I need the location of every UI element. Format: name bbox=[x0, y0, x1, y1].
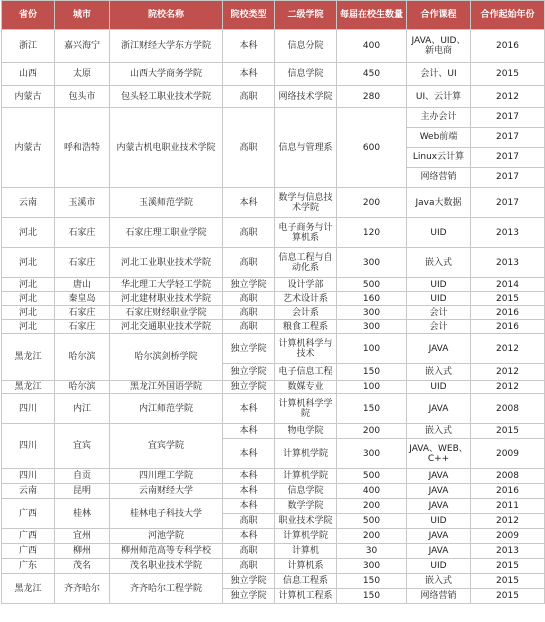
school-cell: 华北理工大学轻工学院 bbox=[110, 278, 223, 292]
city-cell: 内江 bbox=[55, 394, 110, 424]
courses-cell: 嵌入式 bbox=[407, 364, 471, 381]
city-cell: 茂名 bbox=[55, 559, 110, 574]
students-cell: 100 bbox=[337, 334, 407, 364]
school-type-cell: 本科 bbox=[223, 30, 275, 63]
header-school-type: 院校类型 bbox=[223, 1, 275, 30]
city-cell: 嘉兴海宁 bbox=[55, 30, 110, 63]
college-cell: 信息学院 bbox=[275, 63, 337, 86]
courses-cell: 嵌入式 bbox=[407, 248, 471, 278]
school-cell: 柳州师范高等专科学校 bbox=[110, 544, 223, 559]
college-cell: 职业技术学院 bbox=[275, 514, 337, 529]
courses-cell: JAVA bbox=[407, 544, 471, 559]
table-row bbox=[2, 424, 545, 439]
students-cell: 600 bbox=[337, 108, 407, 188]
table-row bbox=[2, 306, 545, 320]
start-year-cell: 2016 bbox=[471, 484, 545, 499]
table-row bbox=[2, 108, 545, 188]
school-type-cell: 高职 bbox=[223, 320, 275, 334]
start-year-cell: 2016 bbox=[471, 30, 545, 63]
province-cell: 广西 bbox=[2, 529, 55, 544]
course-item: 网络营销 bbox=[407, 167, 470, 187]
city-cell: 太原 bbox=[55, 63, 110, 86]
school-type-cell: 本科 bbox=[223, 63, 275, 86]
students-cell: 200 bbox=[337, 188, 407, 218]
courses-cell: 嵌入式 bbox=[407, 574, 471, 589]
school-type-cell: 本科 bbox=[223, 394, 275, 424]
city-cell: 柳州 bbox=[55, 544, 110, 559]
table-row bbox=[2, 188, 545, 218]
table-row bbox=[2, 218, 545, 248]
college-cell: 信息工程与自动化系 bbox=[275, 248, 337, 278]
students-cell: 150 bbox=[337, 364, 407, 381]
students-cell: 500 bbox=[337, 278, 407, 292]
courses-cell: UI、云计算 bbox=[407, 86, 471, 108]
students-cell: 200 bbox=[337, 529, 407, 544]
courses-cell: 会计 bbox=[407, 306, 471, 320]
province-cell: 云南 bbox=[2, 188, 55, 218]
college-cell: 计算机学院 bbox=[275, 439, 337, 469]
courses-cell: UID bbox=[407, 218, 471, 248]
college-cell: 电子商务与计算机系 bbox=[275, 218, 337, 248]
province-cell: 广西 bbox=[2, 544, 55, 559]
courses-cell: Java大数据 bbox=[407, 188, 471, 218]
table-row bbox=[2, 334, 545, 364]
start-year-item: 2017 bbox=[496, 112, 519, 122]
start-year-item: 2017 bbox=[471, 147, 544, 167]
start-year-cell: 2015 bbox=[471, 574, 545, 589]
courses-cell: JAVA bbox=[407, 529, 471, 544]
college-cell: 数媒专业 bbox=[275, 381, 337, 394]
students-cell: 160 bbox=[337, 292, 407, 306]
school-type-cell: 独立学院 bbox=[223, 381, 275, 394]
start-year-cell: 2016 bbox=[471, 306, 545, 320]
table-row bbox=[2, 63, 545, 86]
college-cell: 计算机学院 bbox=[275, 529, 337, 544]
course-item: 主办会计 bbox=[420, 112, 457, 122]
school-cell: 桂林电子科技大学 bbox=[110, 499, 223, 529]
college-cell: 计算机工程系 bbox=[275, 589, 337, 604]
courses-cell: JAVA、WEB、C++ bbox=[407, 439, 471, 469]
table-row bbox=[2, 484, 545, 499]
courses-cell: JAVA bbox=[407, 484, 471, 499]
start-year-cell bbox=[471, 108, 545, 188]
province-cell: 河北 bbox=[2, 218, 55, 248]
school-cell: 玉溪师范学院 bbox=[110, 188, 223, 218]
school-cooperation-table bbox=[1, 0, 545, 604]
school-cell: 包头轻工职业技术学院 bbox=[110, 86, 223, 108]
students-cell: 300 bbox=[337, 248, 407, 278]
college-cell: 电子信息工程 bbox=[275, 364, 337, 381]
start-year-cell: 2015 bbox=[471, 63, 545, 86]
province-cell: 内蒙古 bbox=[2, 108, 55, 188]
city-cell: 哈尔滨 bbox=[55, 381, 110, 394]
city-cell: 石家庄 bbox=[55, 218, 110, 248]
students-cell: 300 bbox=[337, 559, 407, 574]
start-year-cell: 2014 bbox=[471, 278, 545, 292]
table-row bbox=[2, 292, 545, 306]
city-cell: 桂林 bbox=[55, 499, 110, 529]
province-cell: 山西 bbox=[2, 63, 55, 86]
city-cell: 齐齐哈尔 bbox=[55, 574, 110, 604]
table-row bbox=[2, 499, 545, 514]
college-cell: 物电学院 bbox=[275, 424, 337, 439]
courses-cell: UID bbox=[407, 278, 471, 292]
school-type-cell: 高职 bbox=[223, 86, 275, 108]
students-cell: 280 bbox=[337, 86, 407, 108]
start-year-cell: 2011 bbox=[471, 499, 545, 514]
city-cell: 包头市 bbox=[55, 86, 110, 108]
school-cell: 四川理工学院 bbox=[110, 469, 223, 484]
start-year-cell: 2016 bbox=[471, 320, 545, 334]
start-year-cell: 2015 bbox=[471, 589, 545, 604]
header-province: 省份 bbox=[2, 1, 55, 30]
header-school: 院校名称 bbox=[110, 1, 223, 30]
header-city: 城市 bbox=[55, 1, 110, 30]
school-type-cell: 高职 bbox=[223, 292, 275, 306]
start-year-cell: 2008 bbox=[471, 469, 545, 484]
start-year-cell: 2015 bbox=[471, 292, 545, 306]
school-cell: 浙江财经大学东方学院 bbox=[110, 30, 223, 63]
school-type-cell: 本科 bbox=[223, 424, 275, 439]
start-year-cell: 2012 bbox=[471, 86, 545, 108]
start-year-cell: 2012 bbox=[471, 514, 545, 529]
college-cell: 网络技术学院 bbox=[275, 86, 337, 108]
school-cell: 河北工业职业技术学院 bbox=[110, 248, 223, 278]
city-cell: 哈尔滨 bbox=[55, 334, 110, 381]
table-row bbox=[2, 86, 545, 108]
college-cell: 计算机学院 bbox=[275, 469, 337, 484]
city-cell: 石家庄 bbox=[55, 320, 110, 334]
courses-cell: JAVA bbox=[407, 394, 471, 424]
start-year-cell: 2013 bbox=[471, 218, 545, 248]
start-year-cell: 2013 bbox=[471, 544, 545, 559]
school-type-cell: 本科 bbox=[223, 529, 275, 544]
courses-cell: 会计 bbox=[407, 320, 471, 334]
city-cell: 石家庄 bbox=[55, 306, 110, 320]
students-cell: 300 bbox=[337, 439, 407, 469]
course-item: Web前端 bbox=[407, 127, 470, 147]
students-cell: 500 bbox=[337, 469, 407, 484]
start-year-cell: 2017 bbox=[471, 188, 545, 218]
start-year-cell: 2013 bbox=[471, 248, 545, 278]
table-row bbox=[2, 248, 545, 278]
college-cell: 计算机科学学院 bbox=[275, 394, 337, 424]
table-body bbox=[2, 30, 545, 604]
courses-cell: JAVA bbox=[407, 334, 471, 364]
school-type-cell: 独立学院 bbox=[223, 574, 275, 589]
table-row bbox=[2, 30, 545, 63]
college-cell: 数学与信息技术学院 bbox=[275, 188, 337, 218]
school-type-cell: 高职 bbox=[223, 514, 275, 529]
start-year-cell: 2015 bbox=[471, 424, 545, 439]
school-type-cell: 独立学院 bbox=[223, 334, 275, 364]
college-cell: 计算机系 bbox=[275, 559, 337, 574]
school-type-cell: 本科 bbox=[223, 499, 275, 514]
school-type-cell: 独立学院 bbox=[223, 364, 275, 381]
school-cell: 河北交通职业技术学院 bbox=[110, 320, 223, 334]
school-cell: 河池学院 bbox=[110, 529, 223, 544]
students-cell: 200 bbox=[337, 499, 407, 514]
courses-cell: JAVA、UID、新电商 bbox=[407, 30, 471, 63]
college-cell: 计算机科学与技术 bbox=[275, 334, 337, 364]
courses-cell: UID bbox=[407, 292, 471, 306]
province-cell: 黑龙江 bbox=[2, 334, 55, 381]
province-cell: 河北 bbox=[2, 320, 55, 334]
school-cell: 云南财经大学 bbox=[110, 484, 223, 499]
province-cell: 河北 bbox=[2, 278, 55, 292]
province-cell: 河北 bbox=[2, 292, 55, 306]
school-cell: 石家庄理工职业学院 bbox=[110, 218, 223, 248]
city-cell: 秦皇岛 bbox=[55, 292, 110, 306]
header-start-year: 合作起始年份 bbox=[471, 1, 545, 30]
school-cell: 内江师范学院 bbox=[110, 394, 223, 424]
city-cell: 石家庄 bbox=[55, 248, 110, 278]
school-type-cell: 独立学院 bbox=[223, 589, 275, 604]
province-cell: 云南 bbox=[2, 484, 55, 499]
students-cell: 150 bbox=[337, 574, 407, 589]
school-type-cell: 高职 bbox=[223, 306, 275, 320]
courses-cell: JAVA bbox=[407, 499, 471, 514]
school-cell: 哈尔滨剑桥学院 bbox=[110, 334, 223, 381]
province-cell: 河北 bbox=[2, 248, 55, 278]
table-row bbox=[2, 394, 545, 424]
city-cell: 昆明 bbox=[55, 484, 110, 499]
table-row bbox=[2, 544, 545, 559]
table-row bbox=[2, 529, 545, 544]
students-cell: 100 bbox=[337, 381, 407, 394]
students-cell: 400 bbox=[337, 484, 407, 499]
college-cell: 信息工程系 bbox=[275, 574, 337, 589]
province-cell: 广西 bbox=[2, 499, 55, 529]
table-row bbox=[2, 381, 545, 394]
courses-cell: UID bbox=[407, 559, 471, 574]
students-cell: 150 bbox=[337, 589, 407, 604]
start-year-item: 2017 bbox=[471, 167, 544, 187]
header-college: 二级学院 bbox=[275, 1, 337, 30]
courses-cell: UID bbox=[407, 381, 471, 394]
students-cell: 500 bbox=[337, 514, 407, 529]
city-cell: 宜州 bbox=[55, 529, 110, 544]
school-cell: 宜宾学院 bbox=[110, 424, 223, 469]
start-year-cell: 2012 bbox=[471, 364, 545, 381]
start-year-cell: 2012 bbox=[471, 381, 545, 394]
school-type-cell: 高职 bbox=[223, 108, 275, 188]
college-cell: 信息分院 bbox=[275, 30, 337, 63]
courses-cell: JAVA bbox=[407, 469, 471, 484]
students-cell: 200 bbox=[337, 424, 407, 439]
school-type-cell: 本科 bbox=[223, 469, 275, 484]
courses-cell: UID bbox=[407, 514, 471, 529]
college-cell: 会计系 bbox=[275, 306, 337, 320]
students-cell: 150 bbox=[337, 394, 407, 424]
school-type-cell: 高职 bbox=[223, 559, 275, 574]
table-row bbox=[2, 469, 545, 484]
school-type-cell: 高职 bbox=[223, 544, 275, 559]
college-cell: 信息与管理系 bbox=[275, 108, 337, 188]
school-type-cell: 本科 bbox=[223, 188, 275, 218]
province-cell: 黑龙江 bbox=[2, 381, 55, 394]
city-cell: 宜宾 bbox=[55, 424, 110, 469]
province-cell: 黑龙江 bbox=[2, 574, 55, 604]
college-cell: 信息学院 bbox=[275, 484, 337, 499]
province-cell: 河北 bbox=[2, 306, 55, 320]
courses-cell bbox=[407, 108, 471, 188]
table-row bbox=[2, 559, 545, 574]
province-cell: 四川 bbox=[2, 424, 55, 469]
college-cell: 设计学部 bbox=[275, 278, 337, 292]
students-cell: 30 bbox=[337, 544, 407, 559]
start-year-cell: 2009 bbox=[471, 439, 545, 469]
school-type-cell: 高职 bbox=[223, 248, 275, 278]
school-type-cell: 本科 bbox=[223, 439, 275, 469]
start-year-cell: 2009 bbox=[471, 529, 545, 544]
header-students: 每届在校生数量 bbox=[337, 1, 407, 30]
table-row bbox=[2, 278, 545, 292]
school-cell: 内蒙古机电职业技术学院 bbox=[110, 108, 223, 188]
students-cell: 300 bbox=[337, 320, 407, 334]
school-cell: 河北建材职业技术学院 bbox=[110, 292, 223, 306]
course-item: Linux云计算 bbox=[407, 147, 470, 167]
students-cell: 300 bbox=[337, 306, 407, 320]
province-cell: 浙江 bbox=[2, 30, 55, 63]
start-year-cell: 2012 bbox=[471, 334, 545, 364]
school-type-cell: 本科 bbox=[223, 484, 275, 499]
city-cell: 自贡 bbox=[55, 469, 110, 484]
students-cell: 120 bbox=[337, 218, 407, 248]
school-cell: 山西大学商务学院 bbox=[110, 63, 223, 86]
courses-cell: 网络营销 bbox=[407, 589, 471, 604]
table-row bbox=[2, 574, 545, 589]
city-cell: 呼和浩特 bbox=[55, 108, 110, 188]
province-cell: 四川 bbox=[2, 469, 55, 484]
college-cell: 粮食工程系 bbox=[275, 320, 337, 334]
school-cell: 茂名职业技术学院 bbox=[110, 559, 223, 574]
province-cell: 四川 bbox=[2, 394, 55, 424]
school-type-cell: 独立学院 bbox=[223, 278, 275, 292]
start-year-cell: 2008 bbox=[471, 394, 545, 424]
college-cell: 数学学院 bbox=[275, 499, 337, 514]
table-row bbox=[2, 320, 545, 334]
school-cell: 齐齐哈尔工程学院 bbox=[110, 574, 223, 604]
students-cell: 400 bbox=[337, 30, 407, 63]
header-courses: 合作课程 bbox=[407, 1, 471, 30]
school-cell: 黑龙江外国语学院 bbox=[110, 381, 223, 394]
start-year-cell: 2015 bbox=[471, 559, 545, 574]
college-cell: 艺术设计系 bbox=[275, 292, 337, 306]
header-row bbox=[2, 1, 545, 30]
province-cell: 内蒙古 bbox=[2, 86, 55, 108]
city-cell: 唐山 bbox=[55, 278, 110, 292]
courses-cell: 嵌入式 bbox=[407, 424, 471, 439]
college-cell: 计算机 bbox=[275, 544, 337, 559]
school-type-cell: 高职 bbox=[223, 218, 275, 248]
students-cell: 450 bbox=[337, 63, 407, 86]
courses-cell: 会计、UI bbox=[407, 63, 471, 86]
start-year-item: 2017 bbox=[471, 127, 544, 147]
school-cell: 石家庄财经职业学院 bbox=[110, 306, 223, 320]
province-cell: 广东 bbox=[2, 559, 55, 574]
city-cell: 玉溪市 bbox=[55, 188, 110, 218]
